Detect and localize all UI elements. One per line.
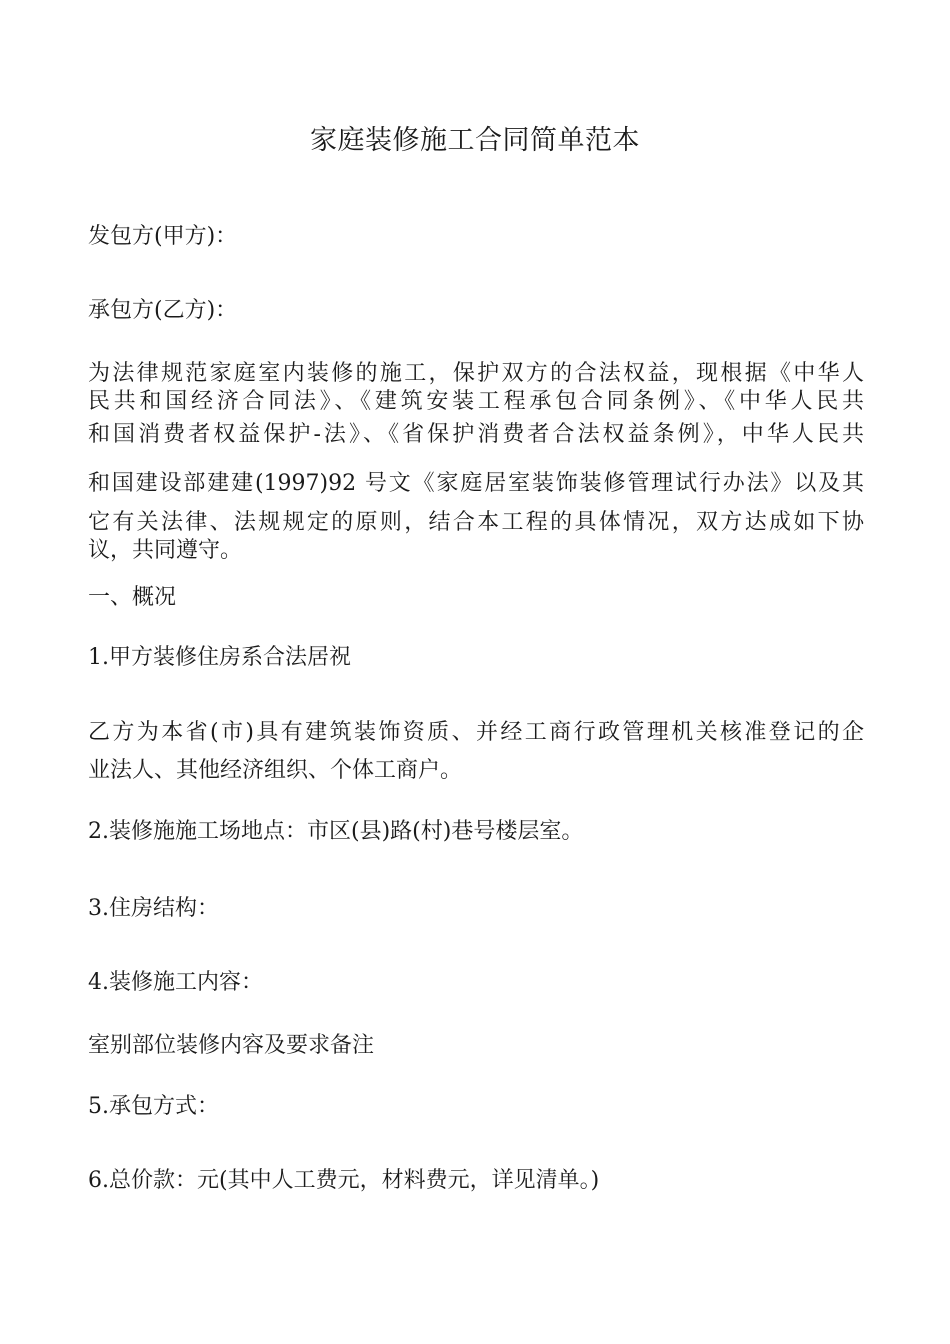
item-2: 2.装修施施工场地点：市区(县)路(村)巷号楼层室。 [88,819,584,844]
item-5: 5.承包方式： [88,1094,219,1119]
document-title: 家庭装修施工合同简单范本 [310,125,640,156]
intro-line: 议，共同遵守。 [88,538,243,563]
intro-paragraph-cont [88,470,864,498]
intro-line: 它有关法律、法规规定的原则，结合本工程的具体情况，双方达成如下协 [88,510,864,535]
party-b-label: 承包方(乙方)： [88,298,238,323]
item-3: 3.住房结构： [88,896,219,921]
intro-paragraph-cont [88,421,864,449]
intro-line: 为法律规范家庭室内装修的施工，保护双方的合法权益，现根据《中华人 [88,361,864,386]
intro-paragraph [88,360,864,416]
intro-paragraph-cont [88,509,864,565]
item-1: 1.甲方装修住房系合法居祝 [88,645,351,670]
intro-line: 和国建设部建建(1997)92 号文《家庭居室装饰装修管理试行办法》以及其 [88,471,864,496]
item-4-note: 室别部位装修内容及要求备注 [88,1033,375,1058]
item-1-note [88,719,864,747]
item-6: 6.总价款：元(其中人工费元，材料费元，详见清单。) [88,1168,600,1193]
item-1-note-line: 业法人、其他经济组织、个体工商户。 [88,758,463,783]
item-1-note-line: 乙方为本省(市)具有建筑装饰资质、并经工商行政管理机关核准登记的企 [88,720,864,745]
item-4: 4.装修施工内容： [88,970,263,995]
intro-line: 民共和国经济合同法》、《建筑安装工程承包合同条例》、《中华人民共 [88,389,864,414]
section-heading: 一、概况 [88,585,177,610]
intro-line: 和国消费者权益保护-法》、《省保护消费者合法权益条例》，中华人民共 [88,422,864,447]
item-1-note-cont [88,757,864,785]
party-a-label: 发包方(甲方)： [88,224,238,249]
